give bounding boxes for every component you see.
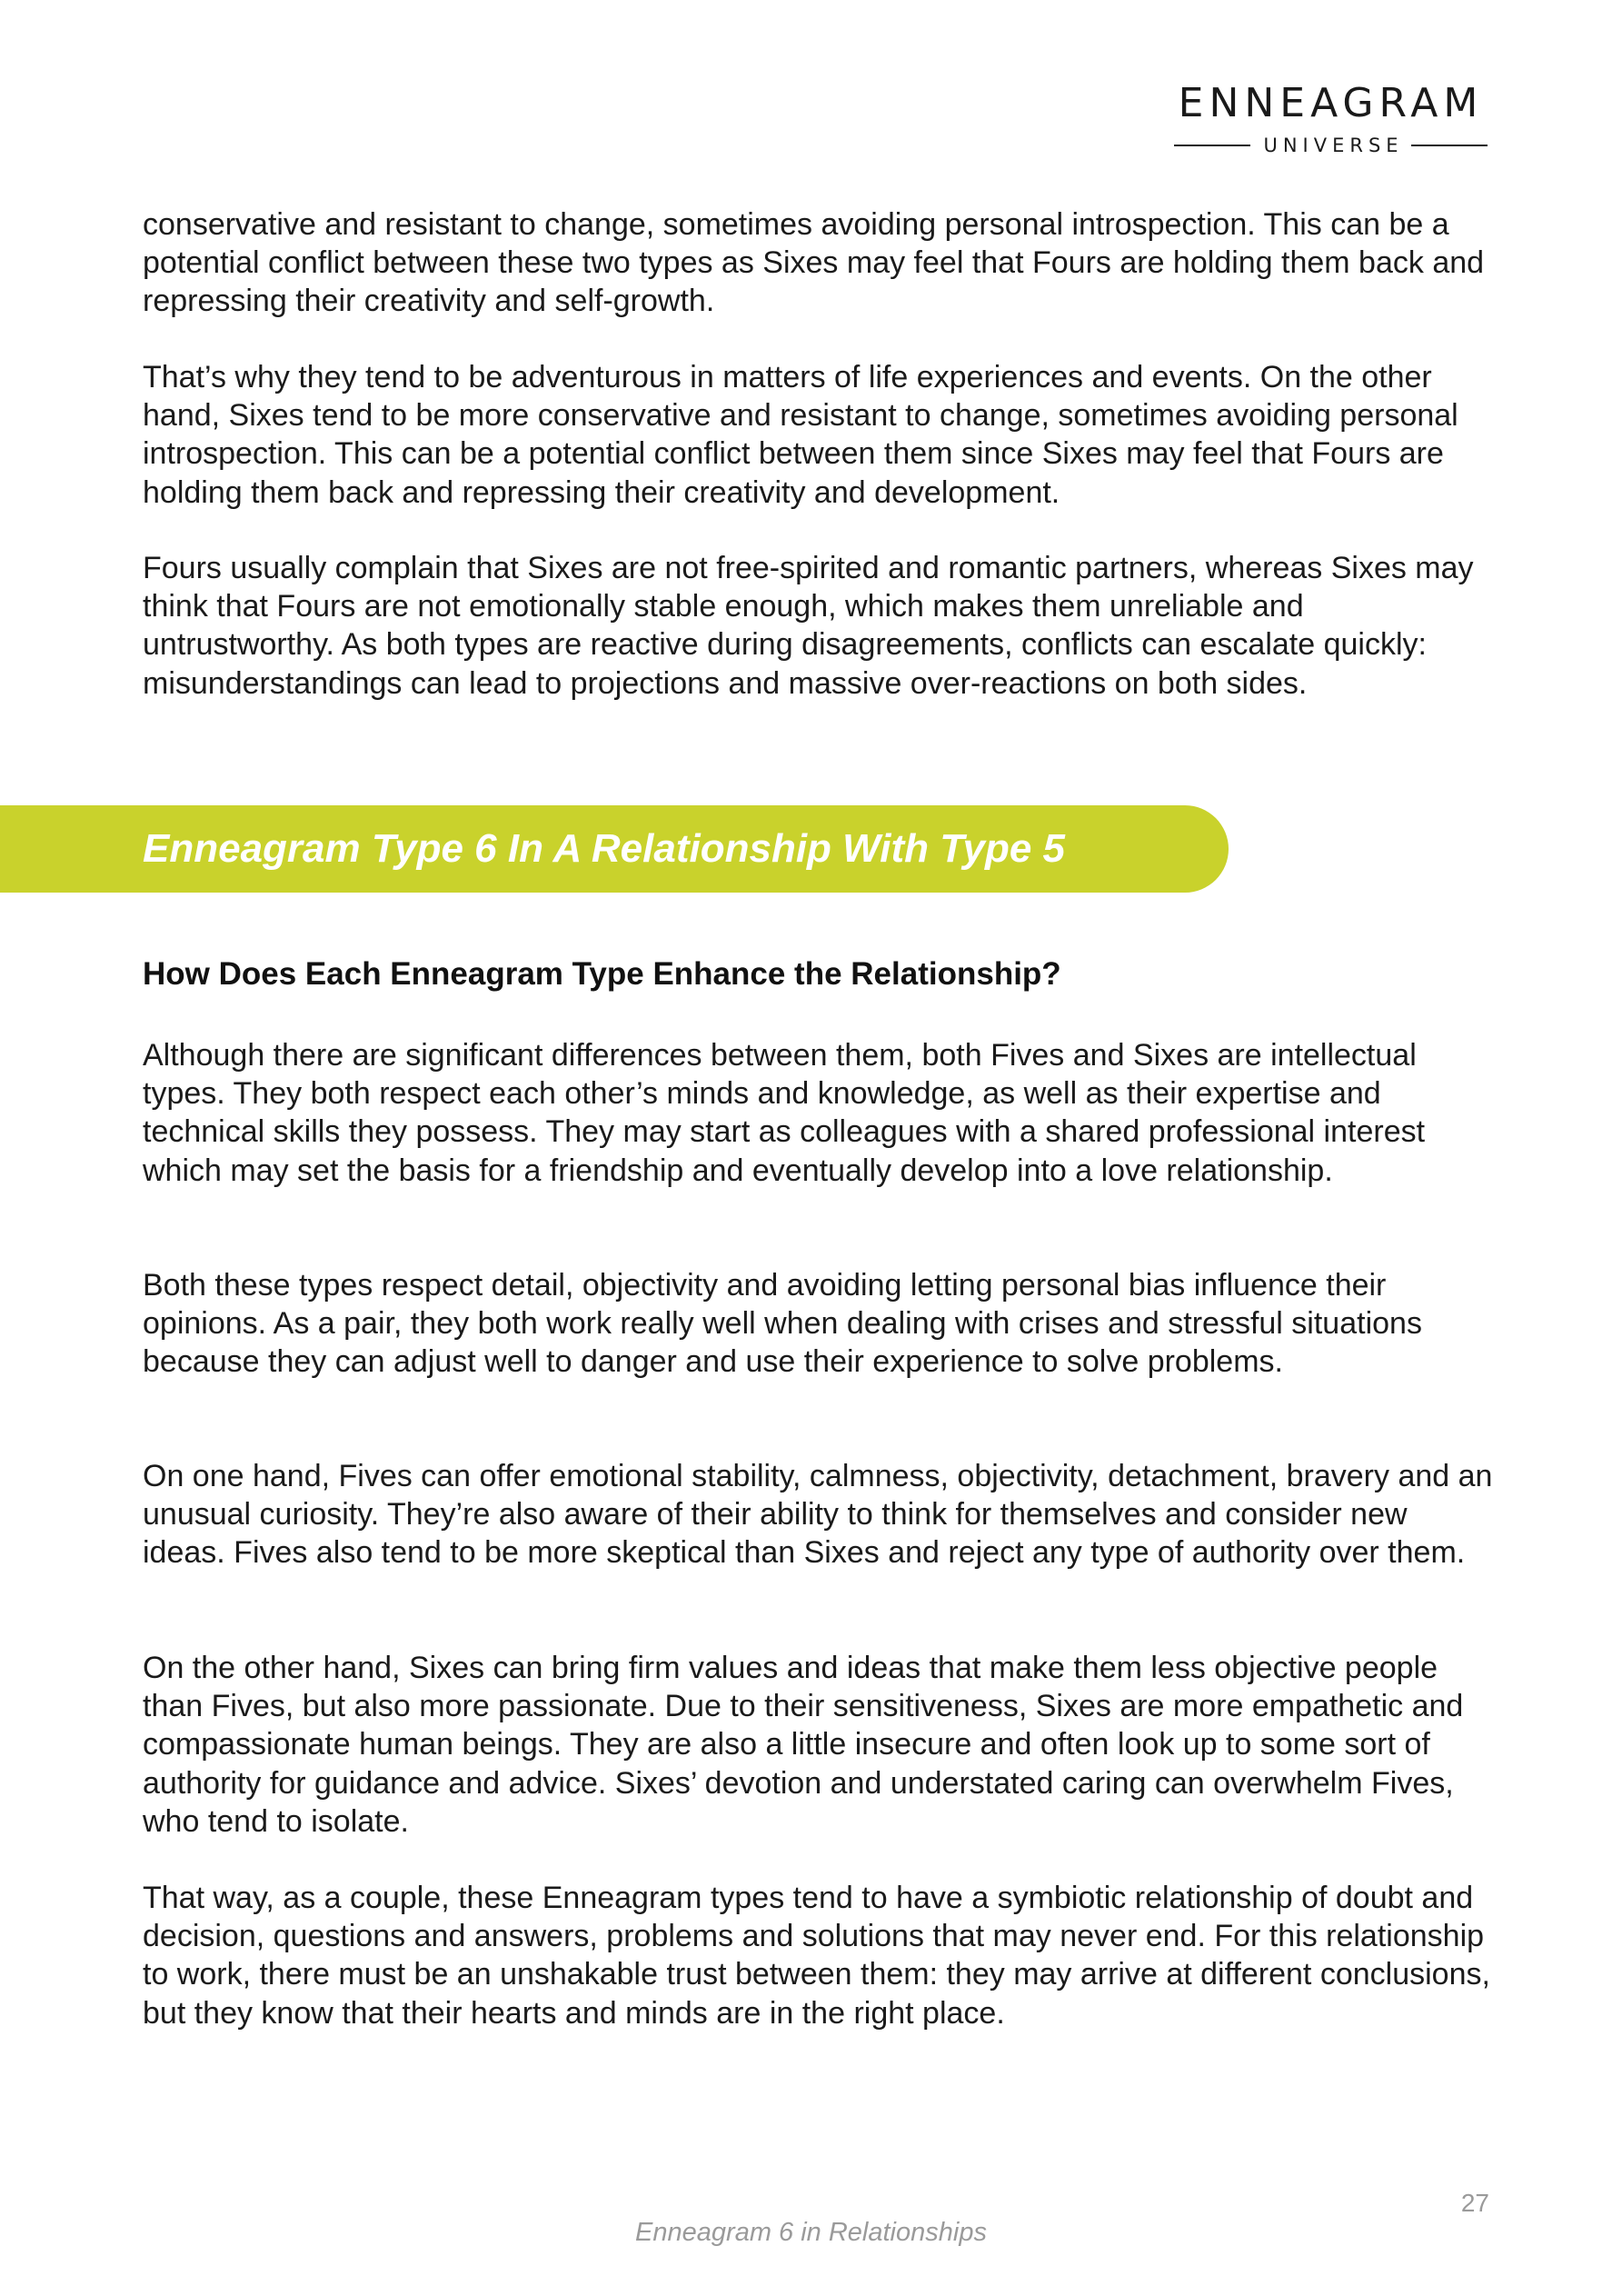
section-banner	[0, 805, 1229, 893]
section-paragraph: On one hand, Fives can offer emotional stability, calmness, objectivity, detachment, bravery and an unusual curiosity. They’re also aware of their ability to think for themselves and consider new ideas. Fives also tend to be more skeptical than Sixes and reject any type of authority over them.	[143, 1459, 1493, 1571]
page-number: 27	[1460, 2189, 1489, 2217]
brand-logo	[1174, 80, 1488, 156]
logo-rule-left	[1174, 145, 1250, 146]
footer-document-title: Enneagram 6 in Relationships	[635, 2218, 987, 2247]
section-paragraph: On the other hand, Sixes can bring firm values and ideas that make them less objective people than Fives, but also more passionate. Due to their sensitiveness, Sixes are more empathetic and compassionate human beings. They are also a little insecure and often look up to some sort of authority for guidance and advice. Sixes’ devotion and understated caring can overwhelm Fives, who tend to isolate.	[143, 1651, 1464, 1839]
brand-title: ENNEAGRAM	[1178, 80, 1484, 126]
subheading: How Does Each Enneagram Type Enhance the Relationship?	[143, 956, 1061, 992]
intro-paragraph: That’s why they tend to be adventurous in matters of life experiences and events. On the other hand, Sixes tend to be more conservative and resistant to change, sometimes avoiding personal introspection. This can be a potential conflict between them since Sixes may feel that Fours are holding them back and repressing their creativity and development.	[143, 360, 1458, 510]
section-title: Enneagram Type 6 In A Relationship With Type 5	[143, 826, 1066, 871]
brand-subtitle: UNIVERSE	[1263, 135, 1404, 156]
intro-paragraph: conservative and resistant to change, sometimes avoiding personal introspection. This can be a potential conflict between these two types as Sixes may feel that Fours are holding them back and repressing their creativity and self-growth.	[143, 207, 1485, 319]
intro-paragraph: Fours usually complain that Sixes are not free-spirited and romantic partners, whereas Sixes may think that Fours are not emotionally stable enough, which makes them unreliable and untrustworthy. As both types are reactive during disagreements, conflicts can escalate quickly: misunderstandings can lead to projections and massive over-reactions on both sides.	[143, 551, 1474, 701]
section-paragraph: Although there are significant differences between them, both Fives and Sixes are intellectual types. They both respect each other’s minds and knowledge, as well as their expertise and technical skills they possess. They may start as colleagues with a shared professional interest which may set the basis for a friendship and eventually develop into a love relationship.	[143, 1038, 1426, 1188]
logo-rule-right	[1411, 145, 1488, 146]
section-paragraph: That way, as a couple, these Enneagram types tend to have a symbiotic relationship of doubt and decision, questions and answers, problems and solutions that may never end. For this relationship to work, there must be an unshakable trust between them: they may arrive at different conclusions, but they know that their hearts and minds are in the right place.	[143, 1881, 1490, 2031]
section-paragraph: Both these types respect detail, objectivity and avoiding letting personal bias influence their opinions. As a pair, they both work really well when dealing with crises and stressful situations because they can adjust well to danger and use their experience to solve problems.	[143, 1268, 1422, 1380]
brand-subtitle-row	[1174, 135, 1488, 156]
